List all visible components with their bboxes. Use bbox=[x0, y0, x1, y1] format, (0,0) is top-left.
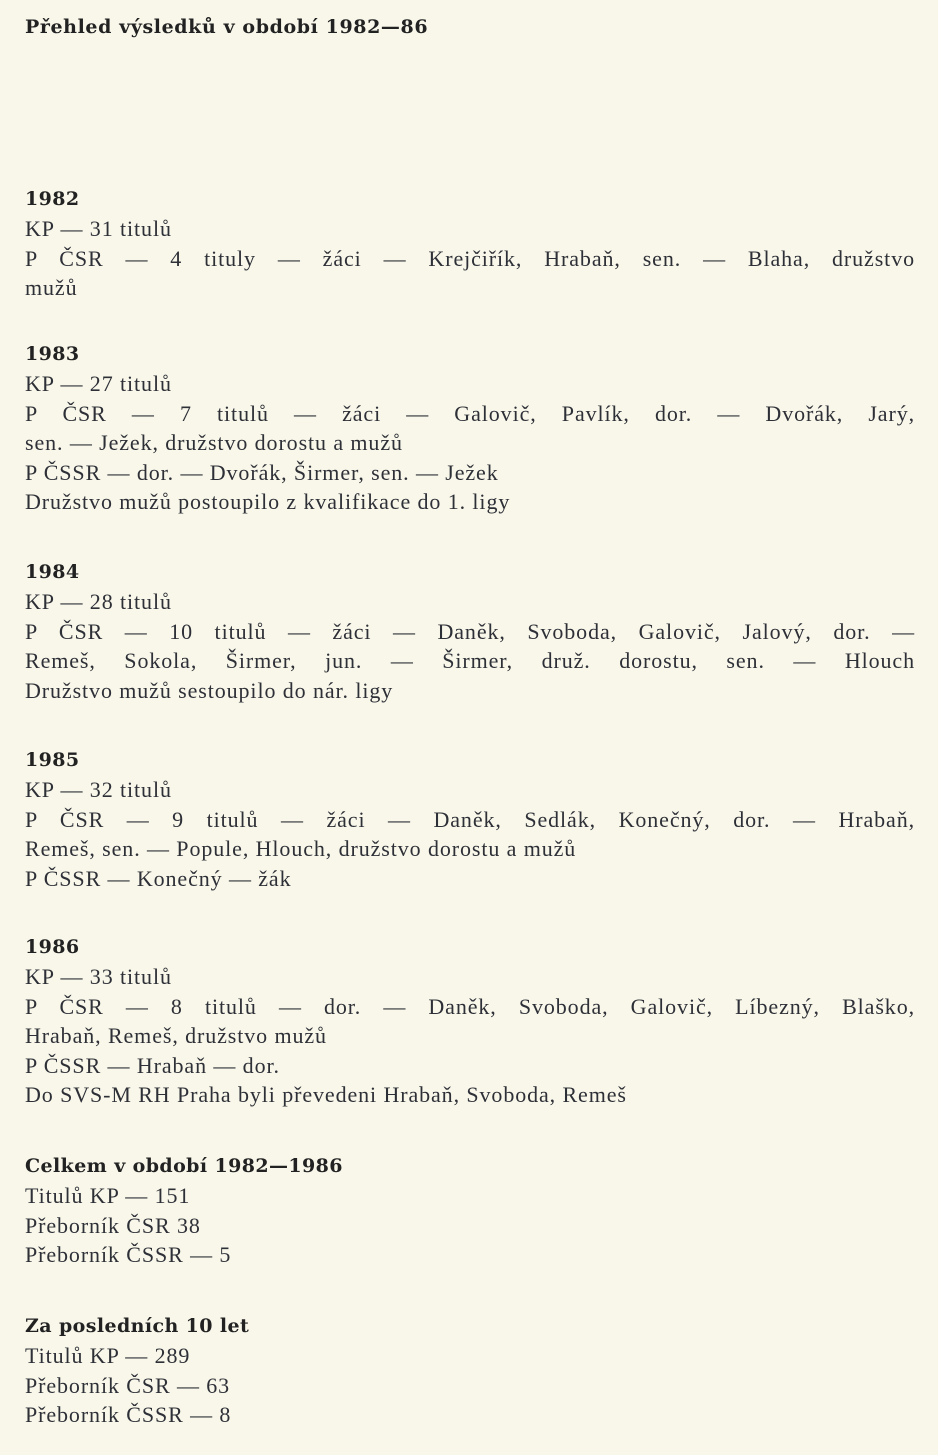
result-line: KP — 32 titulů bbox=[25, 777, 172, 802]
result-line: Hrabaň, Remeš, družstvo mužů bbox=[25, 1023, 327, 1049]
summary-period-section bbox=[25, 1152, 915, 1270]
year-section-1986 bbox=[25, 933, 915, 1110]
year-section-1984 bbox=[25, 558, 915, 705]
result-line: P ČSSR — dor. — Dvořák, Širmer, sen. — Ježek bbox=[25, 459, 499, 485]
result-line: Družstvo mužů sestoupilo do nár. ligy bbox=[25, 677, 394, 703]
result-line: Družstvo mužů postoupilo z kvalifikace do 1. ligy bbox=[25, 489, 511, 515]
year-heading: 1982 bbox=[25, 188, 80, 210]
result-line: KP — 28 titulů bbox=[25, 589, 172, 614]
year-heading: 1983 bbox=[25, 343, 80, 365]
result-line: P ČSR — 4 tituly — žáci — Krejčiřík, Hrabaň, sen. — Blaha, družstvo bbox=[25, 245, 915, 271]
year-section-1982 bbox=[25, 185, 915, 303]
summary-line: Přeborník ČSR 38 bbox=[25, 1212, 201, 1238]
result-line: mužů bbox=[25, 275, 78, 301]
result-line: sen. — Ježek, družstvo dorostu a mužů bbox=[25, 430, 403, 456]
result-line: P ČSSR — Konečný — žák bbox=[25, 865, 292, 891]
summary-line: Přeborník ČSSR — 8 bbox=[25, 1402, 232, 1428]
summary-heading: Za posledních 10 let bbox=[25, 1315, 250, 1337]
summary-heading: Celkem v období 1982—1986 bbox=[25, 1155, 343, 1177]
result-line: KP — 27 titulů bbox=[25, 371, 172, 396]
summary-line: Titulů KP — 289 bbox=[25, 1343, 191, 1368]
result-line: KP — 33 titulů bbox=[25, 964, 172, 989]
result-line: P ČSR — 10 titulů — žáci — Daněk, Svoboda, Galovič, Jalový, dor. — bbox=[25, 618, 915, 644]
year-section-1985 bbox=[25, 746, 915, 893]
result-line: Do SVS-M RH Praha byli převedeni Hrabaň, Svoboda, Remeš bbox=[25, 1082, 627, 1108]
year-section-1983 bbox=[25, 340, 915, 517]
summary-line: Přeborník ČSR — 63 bbox=[25, 1372, 231, 1398]
result-line: P ČSR — 9 titulů — žáci — Daněk, Sedlák, Konečný, dor. — Hrabaň, bbox=[25, 806, 915, 832]
year-heading: 1985 bbox=[25, 749, 80, 771]
year-heading: 1984 bbox=[25, 561, 80, 583]
result-line: Remeš, Sokola, Širmer, jun. — Širmer, druž. dorostu, sen. — Hlouch bbox=[25, 648, 915, 674]
summary-line: Přeborník ČSSR — 5 bbox=[25, 1242, 232, 1268]
page-title: Přehled výsledků v období 1982—86 bbox=[25, 16, 429, 38]
summary-decade-section bbox=[25, 1312, 915, 1430]
result-line: P ČSR — 8 titulů — dor. — Daněk, Svoboda, Galovič, Líbezný, Blaško, bbox=[25, 993, 915, 1019]
summary-line: Titulů KP — 151 bbox=[25, 1183, 191, 1208]
result-line: Remeš, sen. — Popule, Hlouch, družstvo dorostu a mužů bbox=[25, 836, 577, 862]
result-line: P ČSSR — Hrabaň — dor. bbox=[25, 1052, 280, 1078]
result-line: P ČSR — 7 titulů — žáci — Galovič, Pavlík, dor. — Dvořák, Jarý, bbox=[25, 400, 915, 426]
result-line: KP — 31 titulů bbox=[25, 216, 172, 241]
year-heading: 1986 bbox=[25, 936, 80, 958]
